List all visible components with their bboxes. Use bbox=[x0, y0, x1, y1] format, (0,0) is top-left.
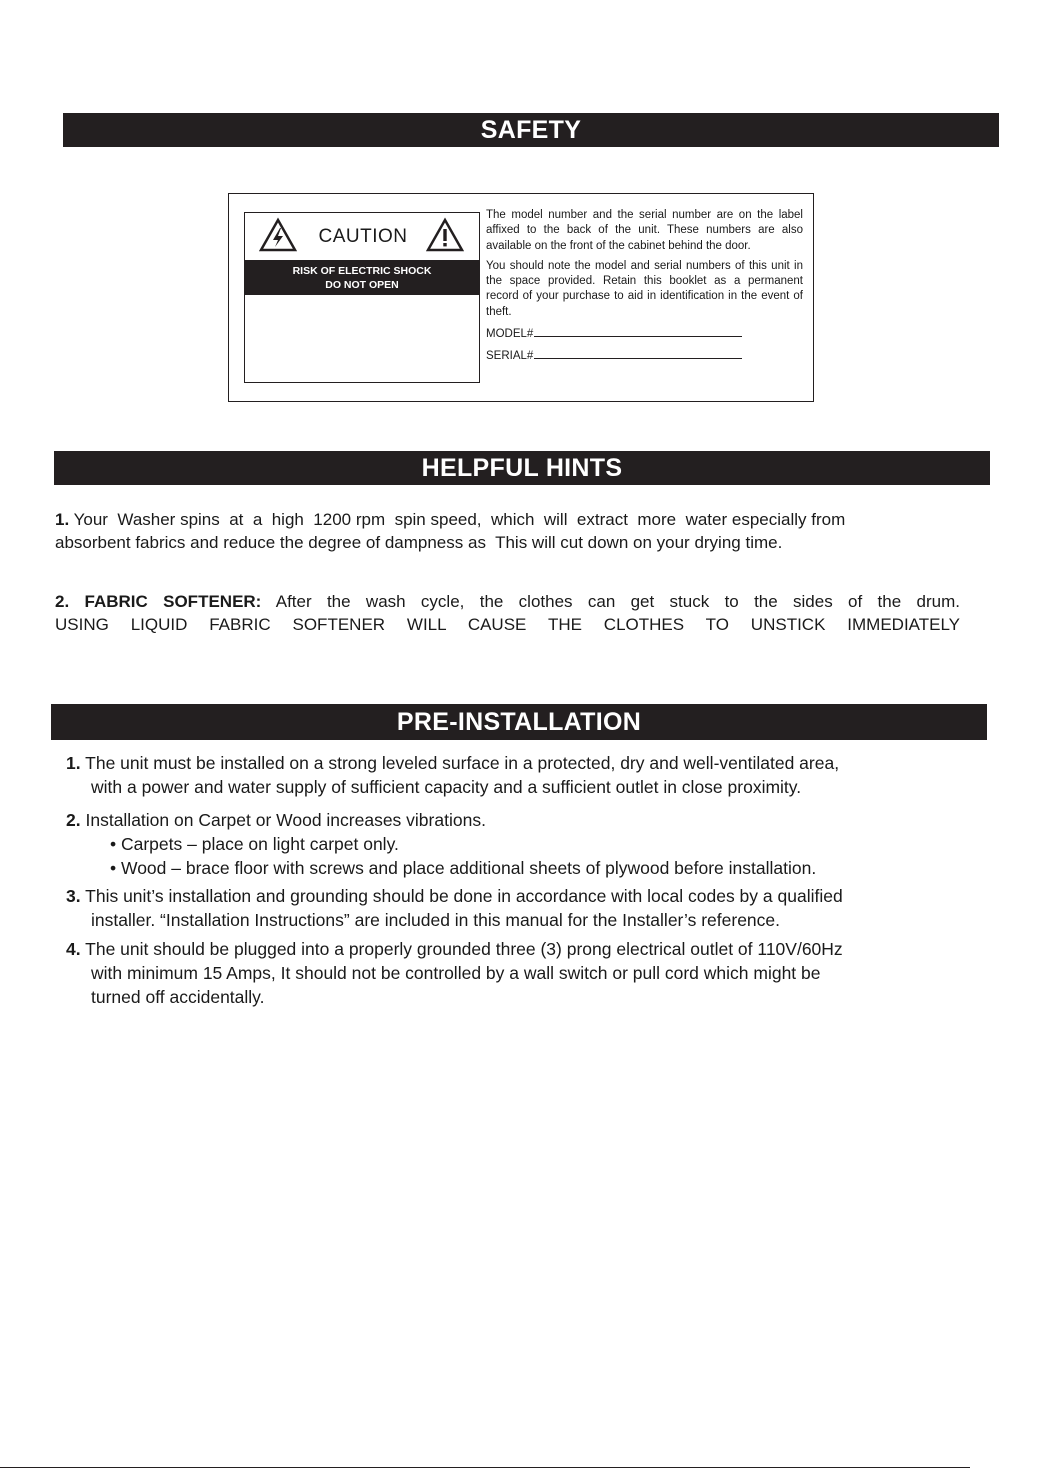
helpful-hints-section-header: HELPFUL HINTS bbox=[54, 451, 990, 485]
model-number-field[interactable] bbox=[486, 326, 803, 342]
pre-install-item-location bbox=[66, 751, 972, 799]
item-text-line: The unit must be installed on a strong leveled surface in a protected, dry and well-ventilated area, bbox=[85, 753, 840, 773]
hint-number: 1. bbox=[55, 510, 70, 529]
item-number: 1. bbox=[66, 753, 81, 773]
electric-shock-warning-band bbox=[245, 261, 479, 295]
item-text-line: with a power and water supply of sufficient capacity and a sufficient outlet in close proximity. bbox=[91, 777, 802, 797]
item-number: 2. bbox=[66, 810, 81, 830]
hint-title: FABRIC SOFTENER: bbox=[84, 592, 262, 611]
electric-shock-warning-icon bbox=[259, 217, 297, 253]
serial-number-blank[interactable] bbox=[534, 348, 742, 359]
pre-install-item-grounding bbox=[66, 884, 972, 932]
page-footer-rule bbox=[0, 1467, 970, 1468]
pre-installation-section-header: PRE-INSTALLATION bbox=[51, 704, 987, 740]
item-text-line: Installation on Carpet or Wood increases vibrations. bbox=[85, 810, 486, 830]
shock-warning-line-1: RISK OF ELECTRIC SHOCK bbox=[292, 265, 432, 277]
hint-item-spin-speed bbox=[55, 508, 915, 554]
model-location-paragraph: The model number and the serial number are on the label affixed to the back of the unit. These numbers are also available on the front of the cabinet behind the door. bbox=[486, 209, 803, 252]
item-number: 4. bbox=[66, 939, 81, 959]
wood-bullet: • Wood – brace floor with screws and place additional sheets of plywood before installation. bbox=[110, 858, 817, 878]
exclamation-warning-icon bbox=[426, 217, 464, 253]
item-number: 3. bbox=[66, 886, 81, 906]
caution-label-box bbox=[228, 193, 814, 402]
hint-item-fabric-softener bbox=[55, 590, 960, 613]
carpet-bullet: • Carpets – place on light carpet only. bbox=[110, 834, 399, 854]
serial-number-field[interactable] bbox=[486, 348, 803, 364]
model-number-blank[interactable] bbox=[534, 326, 742, 337]
item-text-line: installer. “Installation Instructions” are included in this manual for the Installer’s reference. bbox=[91, 910, 781, 930]
serial-number-label: SERIAL# bbox=[486, 350, 534, 363]
safety-section-header: SAFETY bbox=[63, 113, 999, 147]
caution-title: CAUTION bbox=[318, 226, 408, 247]
pre-install-item-flooring bbox=[66, 808, 972, 880]
hint-text: Your Washer spins at a high 1200 rpm spin speed, which will extract more water especially from absorbent fabrics and reduce the degree of dampness as This will cut down on your drying time. bbox=[55, 510, 850, 552]
hint-fabric-softener-note: USING LIQUID FABRIC SOFTENER WILL CAUSE THE CLOTHES TO UNSTICK IMMEDIATELY bbox=[55, 615, 960, 634]
item-text-line: turned off accidentally. bbox=[91, 987, 265, 1007]
record-paragraph: You should note the model and serial numbers of this unit in the space provided. Retain this booklet as a permanent record of your purchase to aid in identification in the event of theft. bbox=[486, 259, 803, 318]
item-text-line: with minimum 15 Amps, It should not be controlled by a wall switch or pull cord which might be bbox=[91, 963, 821, 983]
caution-sticker-header bbox=[245, 213, 479, 261]
item-text-line: This unit’s installation and grounding should be done in accordance with local codes by a qualified bbox=[85, 886, 843, 906]
hint-text: After the wash cycle, the clothes can get stuck to the sides of the drum. bbox=[275, 592, 960, 611]
model-serial-info bbox=[486, 208, 803, 365]
pre-install-item-electrical bbox=[66, 937, 972, 1009]
caution-sticker bbox=[244, 212, 480, 383]
hint-number: 2. bbox=[55, 592, 70, 611]
shock-warning-line-2: DO NOT OPEN bbox=[325, 279, 399, 291]
item-text-line: The unit should be plugged into a properly grounded three (3) prong electrical outlet of 110V/60Hz bbox=[85, 939, 843, 959]
model-number-label: MODEL# bbox=[486, 328, 534, 341]
